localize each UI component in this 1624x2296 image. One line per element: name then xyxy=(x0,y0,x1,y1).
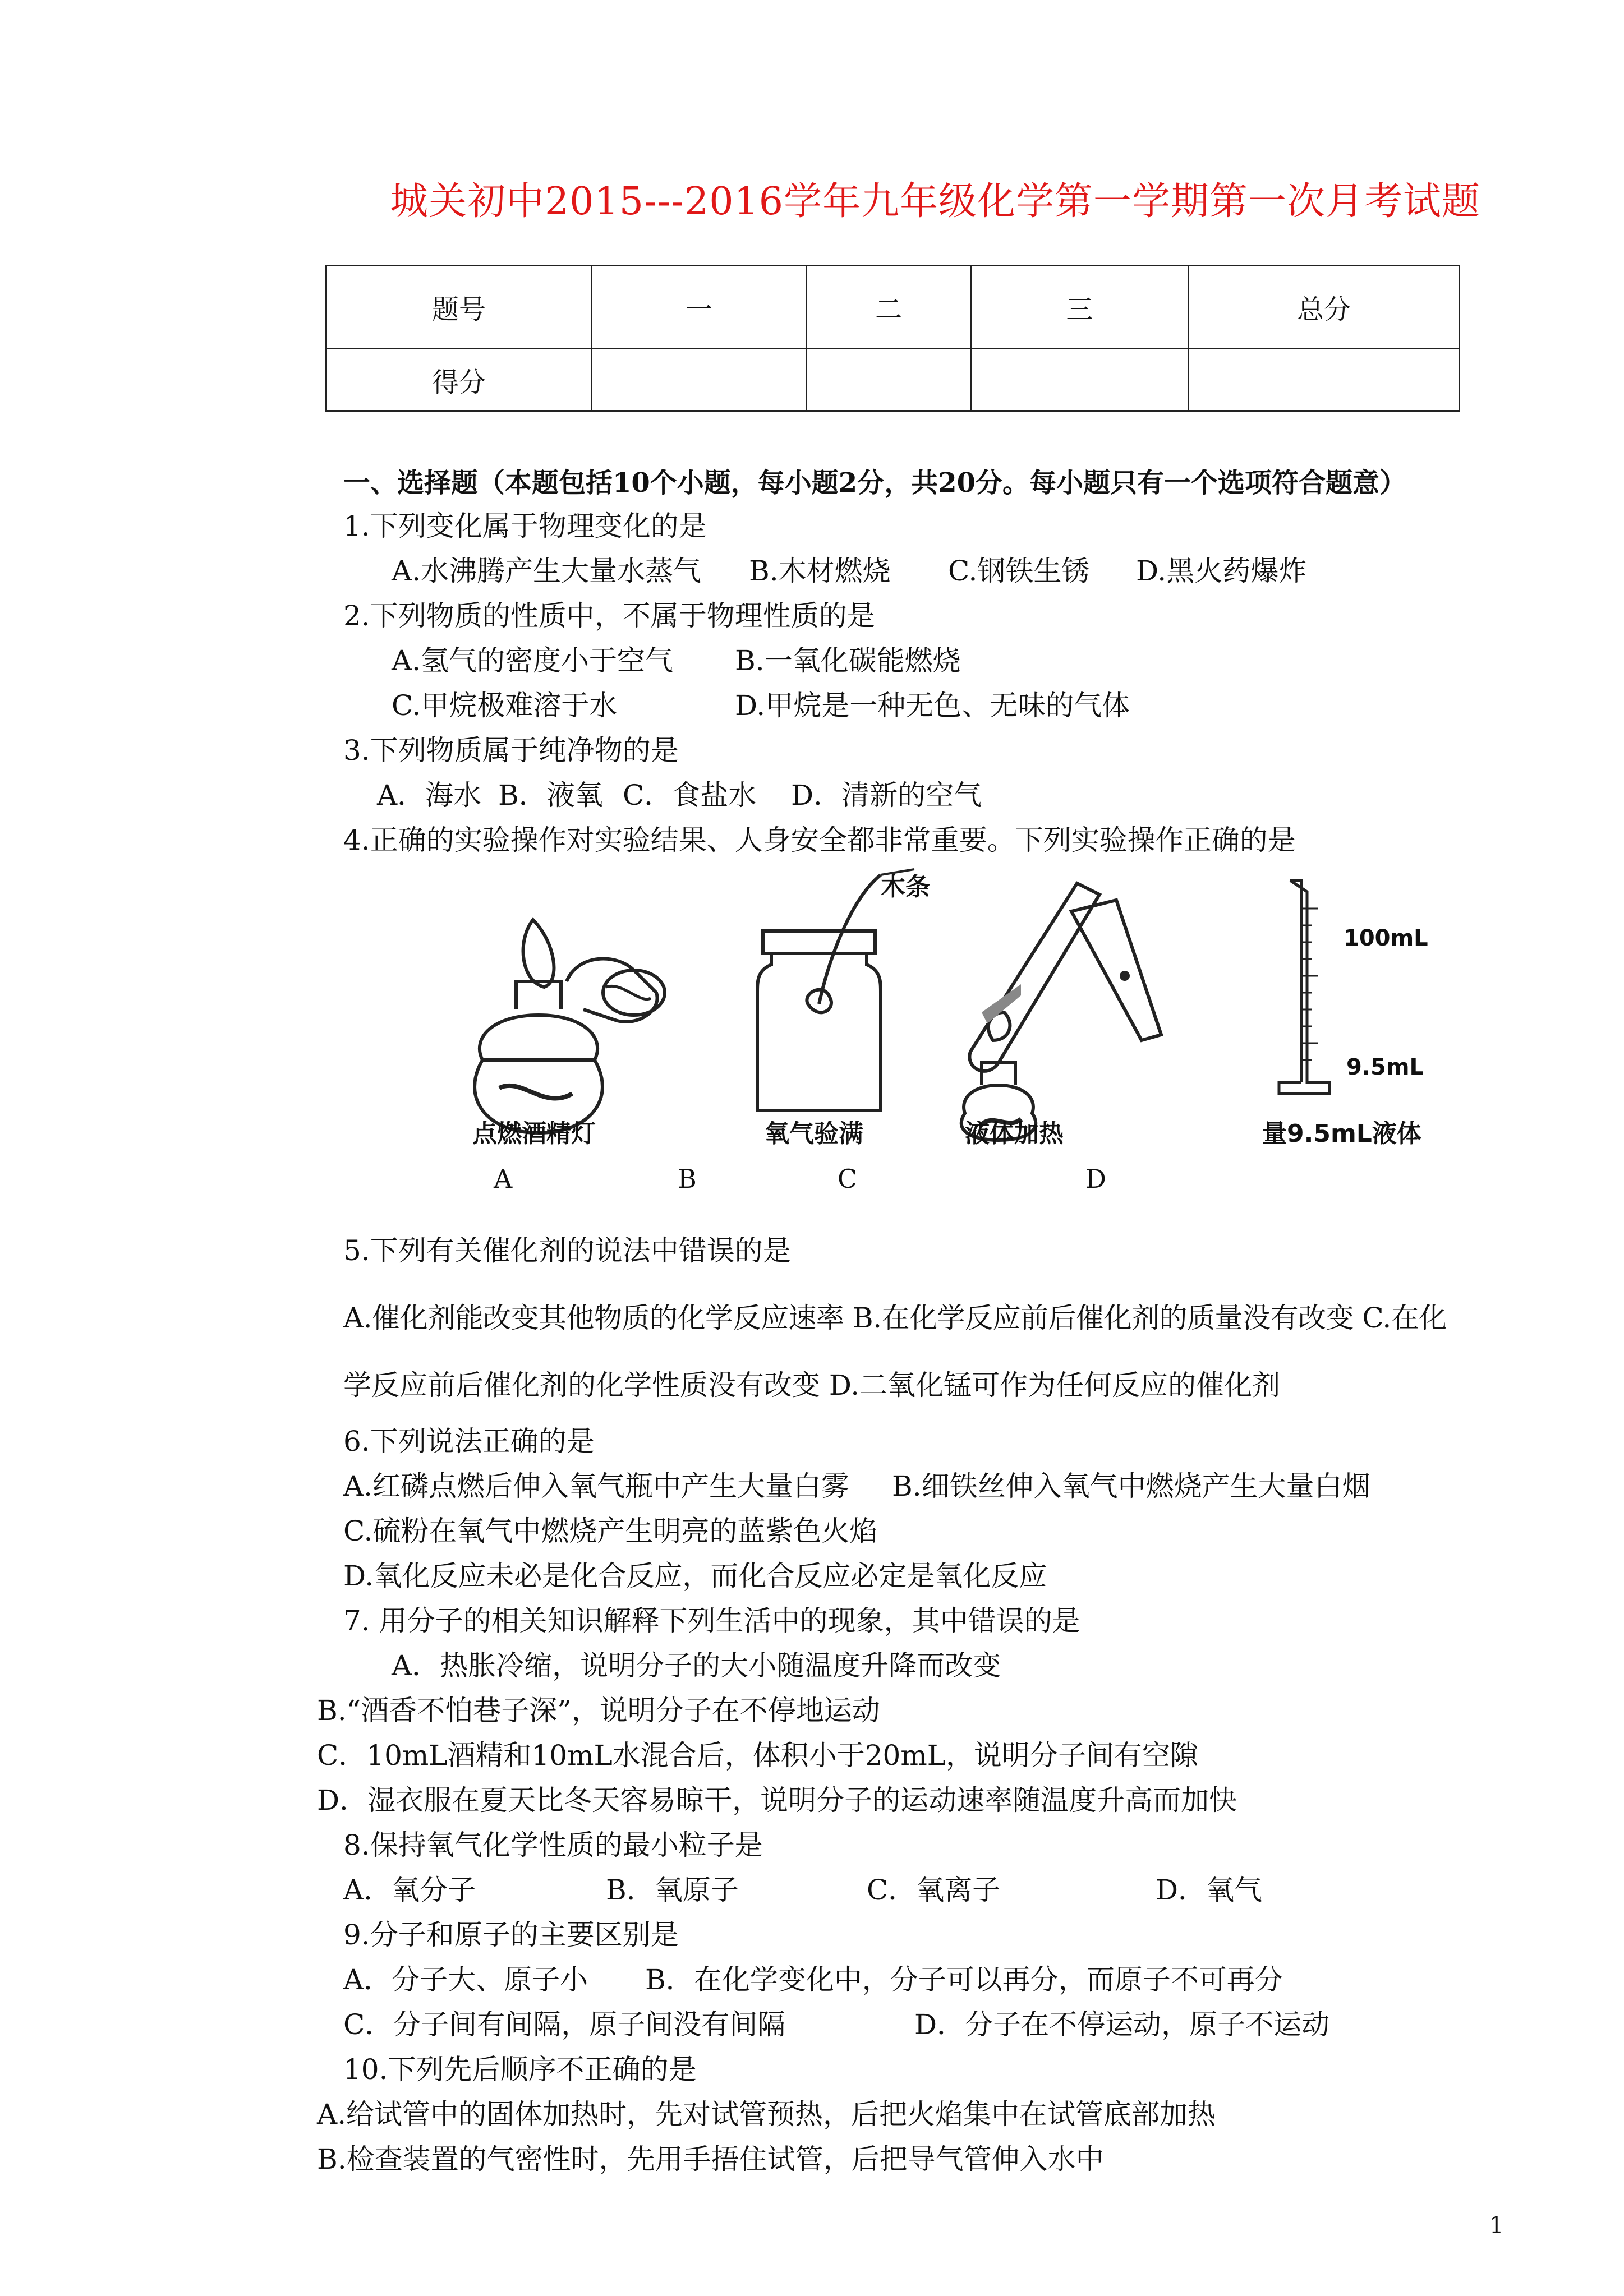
score-cell-part2[interactable] xyxy=(807,349,971,411)
question-8-stem: 8.保持氧气化学性质的最小粒子是 xyxy=(343,1829,763,1861)
question-9-option-a: A．分子大、原子小 xyxy=(343,1963,588,1996)
page-number: 1 xyxy=(1489,2212,1504,2238)
header-cell-number: 题号 xyxy=(326,266,592,349)
figure-d-bottom-mark: 9.5mL xyxy=(1346,1054,1424,1080)
question-4-stem: 4.正确的实验操作对实验结果、人身安全都非常重要。下列实验操作正确的是 xyxy=(343,824,1296,856)
question-2-option-c: C.甲烷极难溶于水 xyxy=(392,689,618,722)
score-table-header-row xyxy=(326,266,1460,349)
question-9-option-d: D．分子在不停运动，原子不运动 xyxy=(914,2008,1330,2041)
figure-letter-a: A xyxy=(494,1164,513,1194)
question-1-option-d: D.黑火药爆炸 xyxy=(1136,555,1307,587)
figure-letter-d: D xyxy=(1085,1164,1106,1194)
question-7-option-c: C．10mL酒精和10mL水混合后，体积小于20mL，说明分子间有空隙 xyxy=(317,1739,1198,1772)
score-cell-label: 得分 xyxy=(326,349,592,411)
question-3-stem: 3.下列物质属于纯净物的是 xyxy=(343,734,679,767)
figure-b-wood-label: 木条 xyxy=(881,873,930,901)
question-8-option-b: B．氧原子 xyxy=(606,1874,739,1906)
question-2-option-a: A.氢气的密度小于空气 xyxy=(392,644,674,677)
page-title: 城关初中2015---2016学年九年级化学第一学期第一次月考试题 xyxy=(390,179,1481,224)
score-cell-part3[interactable] xyxy=(971,349,1189,411)
header-cell-part1: 一 xyxy=(592,266,807,349)
question-9-option-c: C．分子间有间隔，原子间没有间隔 xyxy=(343,2008,786,2041)
figure-d-graduated-cylinder xyxy=(1268,875,1358,1105)
question-9-stem: 9.分子和原子的主要区别是 xyxy=(343,1919,679,1951)
question-2-option-d: D.甲烷是一种无色、无味的气体 xyxy=(735,689,1130,722)
question-8-option-c: C．氧离子 xyxy=(867,1874,1001,1906)
question-6-option-b: B.细铁丝伸入氧气中燃烧产生大量白烟 xyxy=(892,1470,1370,1502)
question-6-option-c: C.硫粉在氧气中燃烧产生明亮的蓝紫色火焰 xyxy=(343,1515,878,1547)
question-7-stem: 7. 用分子的相关知识解释下列生活中的现象，其中错误的是 xyxy=(343,1605,1080,1637)
question-3-option-c: C．食盐水 xyxy=(623,779,757,812)
question-3-option-a: A．海水 xyxy=(377,779,482,812)
figure-c-caption: 液体加热 xyxy=(965,1119,1064,1148)
question-9-option-b: B．在化学变化中，分子可以再分，而原子不可再分 xyxy=(645,1963,1283,1996)
question-8-option-d: D．氧气 xyxy=(1156,1874,1263,1906)
question-10-option-a: A.给试管中的固体加热时，先对试管预热，后把火焰集中在试管底部加热 xyxy=(317,2098,1216,2131)
question-6-option-d: D.氧化反应未必是化合反应，而化合反应必定是氧化反应 xyxy=(343,1560,1047,1592)
figure-a-caption: 点燃酒精灯 xyxy=(472,1119,596,1148)
figure-d-top-mark: 100mL xyxy=(1344,925,1428,951)
question-8-option-a: A．氧分子 xyxy=(343,1874,476,1906)
question-5-stem: 5.下列有关催化剂的说法中错误的是 xyxy=(343,1234,791,1267)
score-cell-part1[interactable] xyxy=(592,349,807,411)
question-5-options-line1: A.催化剂能改变其他物质的化学反应速率 B.在化学反应前后催化剂的质量没有改变 C.在化 xyxy=(343,1302,1447,1334)
figure-b-oxygen-bottle xyxy=(740,864,931,1133)
section-heading: 一、选择题（本题包括10个小题，每小题2分，共20分。每小题只有一个选项符合题意） xyxy=(343,467,1406,499)
question-7-option-a: A．热胀冷缩，说明分子的大小随温度升降而改变 xyxy=(392,1649,1001,1682)
question-1-stem: 1.下列变化属于物理变化的是 xyxy=(343,510,707,542)
figure-letter-c: C xyxy=(838,1164,858,1194)
score-cell-total[interactable] xyxy=(1189,349,1460,411)
question-10-option-b: B.检查装置的气密性时，先用手捂住试管，后把导气管伸入水中 xyxy=(317,2143,1104,2175)
score-table-score-row xyxy=(326,349,1460,411)
question-3-option-b: B．液氧 xyxy=(498,779,603,812)
question-10-stem: 10.下列先后顺序不正确的是 xyxy=(343,2053,697,2086)
figure-b-caption: 氧气验满 xyxy=(765,1119,863,1148)
question-1-option-a: A.水沸腾产生大量水蒸气 xyxy=(392,555,702,587)
question-5-options-line2: 学反应前后催化剂的化学性质没有改变 D.二氧化锰可作为任何反应的催化剂 xyxy=(343,1369,1281,1401)
question-1-option-b: B.木材燃烧 xyxy=(749,555,891,587)
header-cell-total: 总分 xyxy=(1189,266,1460,349)
header-cell-part3: 三 xyxy=(971,266,1189,349)
header-cell-part2: 二 xyxy=(807,266,971,349)
figure-d-caption: 量9.5mL液体 xyxy=(1262,1119,1421,1148)
figure-letter-b: B xyxy=(678,1164,697,1194)
question-6-option-a: A.红磷点燃后伸入氧气瓶中产生大量白雾 xyxy=(343,1470,850,1502)
question-2-option-b: B.一氧化碳能燃烧 xyxy=(735,644,961,677)
question-3-option-d: D．清新的空气 xyxy=(791,779,982,812)
question-7-option-d: D．湿衣服在夏天比冬天容易晾干，说明分子的运动速率随温度升高而加快 xyxy=(317,1784,1237,1816)
score-table xyxy=(325,265,1460,412)
figure-c-liquid-heating xyxy=(948,872,1184,1141)
question-1-option-c: C.钢铁生锈 xyxy=(948,555,1090,587)
question-2-stem: 2.下列物质的性质中，不属于物理性质的是 xyxy=(343,600,875,632)
question-7-option-b: B.“酒香不怕巷子深”，说明分子在不停地运动 xyxy=(317,1694,880,1727)
question-6-stem: 6.下列说法正确的是 xyxy=(343,1425,595,1458)
